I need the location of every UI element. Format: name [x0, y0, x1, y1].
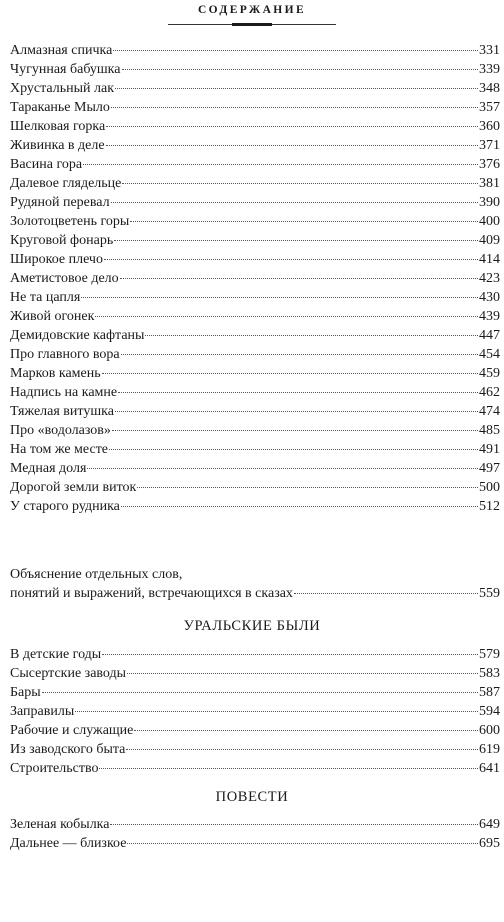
toc-entry — [10, 459, 500, 478]
toc-entry — [10, 269, 500, 288]
toc-entry-page-number: 447 — [479, 328, 500, 343]
toc-entry-title: Заправилы — [10, 704, 75, 719]
leader-dots — [104, 258, 478, 260]
toc-entry-title: Дальнее — близкое — [10, 836, 127, 851]
leader-dots — [137, 486, 478, 488]
toc-entry-page-number: 357 — [479, 100, 500, 115]
toc-entry-title: Демидовские кафтаны — [10, 328, 145, 343]
section-heading-byli: УРАЛЬСКИЕ БЫЛИ — [183, 618, 321, 634]
glossary-line-2-row — [10, 584, 500, 603]
leader-dots — [127, 672, 478, 674]
toc-entry-page-number: 512 — [479, 499, 500, 514]
toc-entry — [10, 721, 500, 740]
toc-entry-page-number: 583 — [479, 666, 500, 681]
toc-entry — [10, 250, 500, 269]
toc-entry-title: Рудяной перевал — [10, 195, 110, 210]
toc-entry-page-number: 497 — [479, 461, 500, 476]
toc-entry — [10, 41, 500, 60]
toc-entry — [10, 326, 500, 345]
page-title: СОДЕРЖАНИЕ — [197, 4, 307, 16]
toc-entry-page-number: 376 — [479, 157, 500, 172]
leader-dots — [115, 87, 478, 89]
toc-entry-title: Бары — [10, 685, 41, 700]
toc-entry — [10, 497, 500, 516]
toc-entry-page-number: 414 — [479, 252, 500, 267]
toc-entry-title: Про «водолазов» — [10, 423, 111, 438]
toc-entry-page-number: 331 — [479, 43, 500, 58]
toc-entry-page-number: 485 — [479, 423, 500, 438]
toc-entry-title: У старого рудника — [10, 499, 120, 514]
toc-glossary-entry — [10, 565, 500, 603]
leader-dots — [121, 353, 478, 355]
leader-dots — [122, 68, 479, 70]
leader-dots — [110, 823, 478, 825]
toc-entry-title: Про главного вора — [10, 347, 120, 362]
toc-entry — [10, 834, 500, 853]
toc-entry-title: Шелковая горка — [10, 119, 106, 134]
toc-entry — [10, 60, 500, 79]
toc-entry-page-number: 587 — [479, 685, 500, 700]
toc-entry-title: Зеленая кобылка — [10, 817, 110, 832]
toc-entry-page-number: 400 — [479, 214, 500, 229]
toc-entry-title: Дорогой земли виток — [10, 480, 137, 495]
leader-dots — [115, 410, 478, 412]
toc-entry-page-number: 500 — [479, 480, 500, 495]
toc-entry-page-number: 360 — [479, 119, 500, 134]
toc-entry — [10, 815, 500, 834]
leader-dots — [112, 429, 478, 431]
leader-dots — [145, 334, 478, 336]
leader-dots — [81, 296, 478, 298]
leader-dots — [111, 201, 478, 203]
toc-entry-page-number: 348 — [479, 81, 500, 96]
toc-entry-title: Медная доля — [10, 461, 87, 476]
toc-entry — [10, 683, 500, 702]
toc-entry-page-number: 381 — [479, 176, 500, 191]
toc-entry-page-number: 649 — [479, 817, 500, 832]
toc-entry-page-number: 579 — [479, 647, 500, 662]
toc-entry-page-number: 459 — [479, 366, 500, 381]
header-rule-accent — [232, 23, 272, 26]
leader-dots — [102, 372, 478, 374]
toc-entry-page-number: 439 — [479, 309, 500, 324]
toc-entry-page-number: 594 — [479, 704, 500, 719]
toc-entry-title: В детские годы — [10, 647, 102, 662]
toc-entry-page-number: 454 — [479, 347, 500, 362]
toc-entry-title: Золотоцветень горы — [10, 214, 130, 229]
toc-entry-page-number: 423 — [479, 271, 500, 286]
toc-entry — [10, 664, 500, 683]
toc-entry-title: Васина гора — [10, 157, 83, 172]
glossary-line-2: понятий и выражений, встречающихся в сказах — [10, 586, 293, 601]
toc-povesti-list — [10, 815, 500, 853]
toc-entry-page-number: 430 — [479, 290, 500, 305]
toc-entry-title: Надпись на камне — [10, 385, 118, 400]
toc-entry — [10, 288, 500, 307]
leader-dots — [111, 106, 478, 108]
toc-entry-title: Живой огонек — [10, 309, 95, 324]
toc-entry — [10, 98, 500, 117]
toc-entry-title: Марков камень — [10, 366, 101, 381]
toc-entry-title: На том же месте — [10, 442, 109, 457]
toc-entry — [10, 421, 500, 440]
toc-entry — [10, 383, 500, 402]
toc-entry — [10, 79, 500, 98]
toc-entry-title: Тяжелая витушка — [10, 404, 114, 419]
page-header — [0, 0, 504, 32]
toc-entry-page-number: 474 — [479, 404, 500, 419]
toc-entry — [10, 155, 500, 174]
toc-entry-title: Далевое глядельце — [10, 176, 122, 191]
leader-dots — [118, 391, 478, 393]
toc-entry — [10, 702, 500, 721]
toc-entry — [10, 345, 500, 364]
toc-entry-title: Хрустальный лак — [10, 81, 115, 96]
toc-entry-title: Аметистовое дело — [10, 271, 119, 286]
leader-dots — [83, 163, 478, 165]
toc-byli-list — [10, 645, 500, 778]
glossary-page-number: 559 — [479, 586, 500, 601]
section-heading-povesti: ПОВЕСТИ — [215, 789, 289, 805]
toc-main-list — [10, 41, 500, 516]
toc-entry-title: Не та цапля — [10, 290, 81, 305]
toc-entry-page-number: 600 — [479, 723, 500, 738]
leader-dots — [106, 144, 478, 146]
toc-entry-page-number: 390 — [479, 195, 500, 210]
toc-entry-title: Строительство — [10, 761, 99, 776]
leader-dots — [121, 505, 478, 507]
leader-dots — [122, 182, 478, 184]
toc-entry — [10, 174, 500, 193]
toc-entry-page-number: 409 — [479, 233, 500, 248]
toc-entry — [10, 364, 500, 383]
toc-entry-page-number: 695 — [479, 836, 500, 851]
toc-entry-title: Круговой фонарь — [10, 233, 114, 248]
toc-entry-title: Рабочие и служащие — [10, 723, 134, 738]
toc-entry-page-number: 641 — [479, 761, 500, 776]
leader-dots — [126, 748, 478, 750]
toc-entry — [10, 402, 500, 421]
toc-entry — [10, 193, 500, 212]
leader-dots — [75, 710, 478, 712]
leader-dots — [95, 315, 478, 317]
glossary-line-1: Объяснение отдельных слов, — [10, 567, 183, 582]
leader-dots — [120, 277, 478, 279]
toc-entry-title: Чугунная бабушка — [10, 62, 121, 77]
leader-dots — [109, 448, 478, 450]
toc-entry-page-number: 619 — [479, 742, 500, 757]
leader-dots — [127, 842, 478, 844]
toc-entry — [10, 117, 500, 136]
toc-entry — [10, 759, 500, 778]
leader-dots — [113, 49, 478, 51]
toc-entry-page-number: 491 — [479, 442, 500, 457]
toc-entry-title: Алмазная спичка — [10, 43, 113, 58]
toc-entry-title: Широкое плечо — [10, 252, 103, 267]
toc-entry — [10, 440, 500, 459]
toc-entry-title: Из заводского быта — [10, 742, 126, 757]
toc-entry-page-number: 339 — [479, 62, 500, 77]
toc-entry-title: Тараканье Мыло — [10, 100, 110, 115]
toc-entry-page-number: 462 — [479, 385, 500, 400]
toc-entry — [10, 136, 500, 155]
toc-entry — [10, 478, 500, 497]
leader-dots — [134, 729, 478, 731]
toc-entry-title: Сысертские заводы — [10, 666, 127, 681]
leader-dots — [114, 239, 478, 241]
leader-dots — [87, 467, 478, 469]
toc-entry — [10, 212, 500, 231]
toc-entry-title: Живинка в деле — [10, 138, 105, 153]
toc-entry — [10, 645, 500, 664]
leader-dots — [42, 691, 478, 693]
toc-entry — [10, 231, 500, 250]
leader-dots — [106, 125, 478, 127]
leader-dots — [294, 592, 478, 594]
leader-dots — [99, 767, 478, 769]
leader-dots — [102, 653, 478, 655]
leader-dots — [130, 220, 478, 222]
toc-entry — [10, 740, 500, 759]
toc-entry — [10, 307, 500, 326]
toc-entry-page-number: 371 — [479, 138, 500, 153]
